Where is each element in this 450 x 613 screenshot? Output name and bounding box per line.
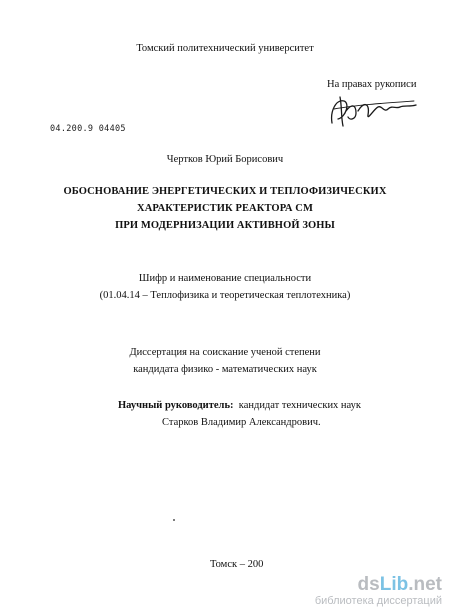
- specialty-heading: Шифр и наименование специальности: [138, 273, 312, 284]
- thesis-title-line-2: ХАРАКТЕРИСТИК РЕАКТОРА СМ: [137, 203, 313, 214]
- specialty-code: (01.04.14 – Теплофизика и теоретическая теплотехника): [99, 290, 351, 301]
- watermark-logo-lib: Lib: [379, 574, 409, 595]
- degree-line-2: кандидата физико - математических наук: [133, 364, 317, 375]
- thesis-title-line-1: ОБОСНОВАНИЕ ЭНЕРГЕТИЧЕСКИХ И ТЕПЛОФИЗИЧЕСКИХ: [63, 186, 387, 197]
- thesis-title-line-3: ПРИ МОДЕРНИЗАЦИИ АКТИВНОЙ ЗОНЫ: [115, 220, 335, 231]
- supervisor-label: Научный руководитель:: [118, 400, 234, 411]
- place-and-year: Томск – 200: [210, 559, 264, 570]
- watermark-logo: [315, 575, 442, 595]
- supervisor-title: кандидат технических наук: [238, 400, 362, 411]
- rights-note: На правах рукописи: [327, 79, 417, 90]
- watermark-subtitle: библиотека диссертаций: [314, 595, 442, 607]
- watermark-logo-net: .net: [408, 574, 442, 595]
- supervisor-line: [118, 399, 361, 412]
- registration-code: 04.200.9 04405: [50, 124, 126, 134]
- watermark-logo-ds: ds: [357, 574, 380, 595]
- author-name: Чертков Юрий Борисович: [166, 154, 284, 165]
- handwritten-signature: [326, 93, 418, 129]
- supervisor-name: Старков Владимир Александрович.: [162, 417, 321, 428]
- degree-line-1: Диссертация на соискание ученой степени: [129, 347, 321, 358]
- watermark: [315, 575, 442, 608]
- speck-dot: [173, 519, 175, 521]
- university-name: Томский политехнический университет: [136, 43, 314, 54]
